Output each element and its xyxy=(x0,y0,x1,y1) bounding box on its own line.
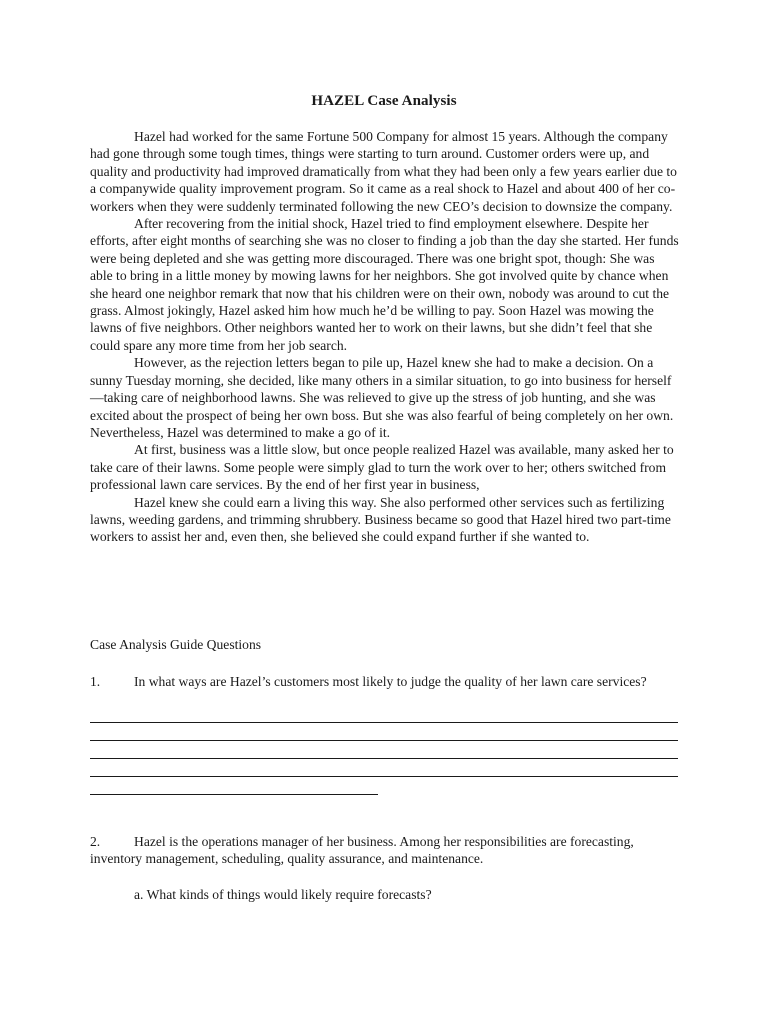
paragraph: Hazel knew she could earn a living this way. She also performed other services such as fertilizing lawns, weeding gardens, and trimming shrubbery. Business became so good that Hazel hired two part-time workers to assist her and, even then, she believed she could expand further if she wanted to. xyxy=(90,494,671,545)
question-1 xyxy=(90,673,680,690)
answer-line[interactable] xyxy=(90,722,678,723)
question-text: In what ways are Hazel’s customers most likely to judge the quality of her lawn care services? xyxy=(134,674,647,689)
answer-line[interactable] xyxy=(90,776,678,777)
answer-line[interactable] xyxy=(90,794,378,795)
case-narrative xyxy=(90,128,680,546)
paragraph: After recovering from the initial shock, Hazel tried to find employment elsewhere. Despite her efforts, after eight months of searching she was no closer to finding a job than the day she started. Her funds were being depleted and she was getting more discouraged. There was one bright spot, though: She was able to bring in a little money by mowing lawns for her neighbors. She got involved quite by chance when she heard one neighbor remark that now that his children were on their own, nobody was around to cut the grass. Almost jokingly, Hazel asked him how much he’d be willing to pay. Soon Hazel was mowing the lawns of five neighbors. Other neighbors wanted her to work on their lawns, but she didn’t feel that she could spare any more time from her job search. xyxy=(90,216,679,353)
question-number: 1. xyxy=(90,674,101,689)
question-number: 2. xyxy=(90,834,101,849)
guide-questions-heading: Case Analysis Guide Questions xyxy=(90,637,262,652)
page-title: HAZEL Case Analysis xyxy=(311,93,457,109)
question-text: Hazel is the operations manager of her business. Among her responsibilities are forecasting, inventory management, scheduling, quality assurance, and maintenance. xyxy=(90,834,634,867)
paragraph: Hazel had worked for the same Fortune 500 Company for almost 15 years. Although the company had gone through some tough times, things were starting to turn around. Customer orders were up, and quality and productivity had improved dramatically from what they had been only a few years earlier due to a companywide quality improvement program. So it came as a real shock to Hazel and about 400 of her co-workers when they were suddenly terminated following the new CEO’s decision to downsize the company. xyxy=(90,129,677,214)
question-2 xyxy=(90,833,680,868)
answer-line[interactable] xyxy=(90,758,678,759)
paragraph: However, as the rejection letters began to pile up, Hazel knew she had to make a decision. On a sunny Tuesday morning, she decided, like many others in a similar situation, to go into business for herself—taking care of neighborhood lawns. She was relieved to give up the stress of job hunting, and she was excited about the prospect of being her own boss. But she was also fearful of being completely on her own. Nevertheless, Hazel was determined to make a go of it. xyxy=(90,355,674,440)
paragraph: At first, business was a little slow, but once people realized Hazel was available, many asked her to take care of their lawns. Some people were simply glad to turn the work over to her; others switched from professional lawn care services. By the end of her first year in business, xyxy=(90,442,674,493)
subquestion-a: a. What kinds of things would likely require forecasts? xyxy=(134,887,432,902)
answer-line[interactable] xyxy=(90,740,678,741)
